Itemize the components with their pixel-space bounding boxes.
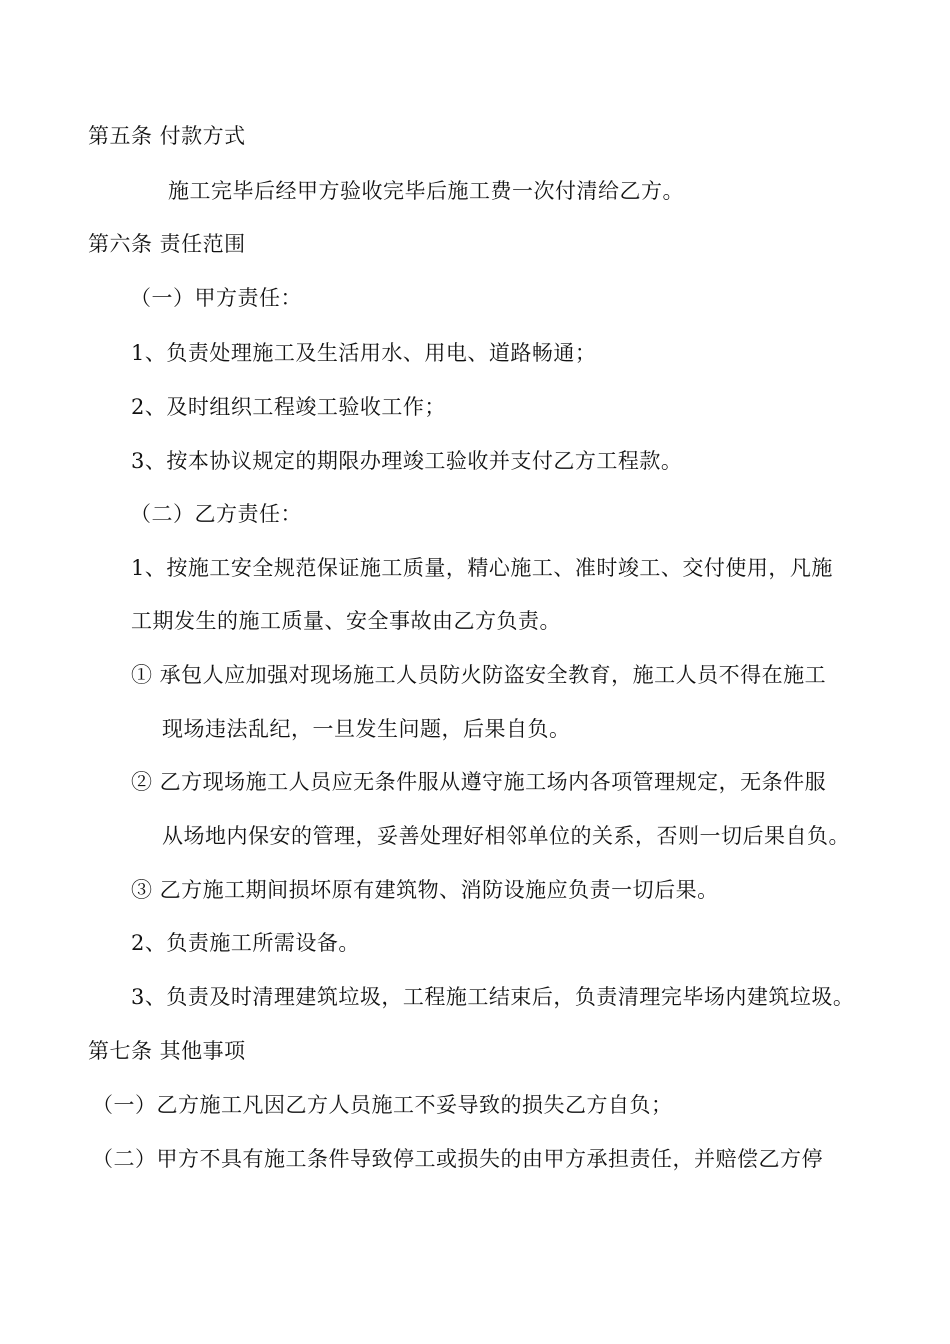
list-item: 1、负责处理施工及生活用水、用电、道路畅通； <box>131 341 597 365</box>
list-item-continuation: 工期发生的施工质量、安全事故由乙方负责。 <box>131 609 561 633</box>
article-5-heading: 第五条 付款方式 <box>88 124 246 148</box>
subheading-party-b: （二）乙方责任： <box>130 502 302 526</box>
list-item: 2、负责施工所需设备。 <box>131 931 360 955</box>
article-7-heading: 第七条 其他事项 <box>88 1039 246 1063</box>
article-6-heading: 第六条 责任范围 <box>88 232 246 256</box>
list-item: 3、按本协议规定的期限办理竣工验收并支付乙方工程款。 <box>131 449 683 473</box>
list-item: ③ 乙方施工期间损坏原有建筑物、消防设施应负责一切后果。 <box>131 878 719 902</box>
subheading-party-a: （一）甲方责任： <box>130 286 302 310</box>
list-item-continuation: 现场违法乱纪，一旦发生问题，后果自负。 <box>162 717 571 741</box>
list-item: 3、负责及时清理建筑垃圾，工程施工结束后，负责清理完毕场内建筑垃圾。 <box>131 985 855 1009</box>
list-item: ① 承包人应加强对现场施工人员防火防盗安全教育，施工人员不得在施工 <box>131 663 827 687</box>
list-item: ② 乙方现场施工人员应无条件服从遵守施工场内各项管理规定，无条件服 <box>131 770 827 794</box>
list-item: 1、按施工安全规范保证施工质量，精心施工、准时竣工、交付使用，凡施 <box>131 556 833 580</box>
list-item: 2、及时组织工程竣工验收工作； <box>131 395 446 419</box>
paragraph-text: 施工完毕后经甲方验收完毕后施工费一次付清给乙方。 <box>168 179 684 203</box>
list-item-continuation: 从场地内保安的管理，妥善处理好相邻单位的关系，否则一切后果自负。 <box>162 824 850 848</box>
list-item: （一）乙方施工凡因乙方人员施工不妥导致的损失乙方自负； <box>92 1093 673 1117</box>
list-item: （二）甲方不具有施工条件导致停工或损失的由甲方承担责任，并赔偿乙方停 <box>92 1147 823 1171</box>
